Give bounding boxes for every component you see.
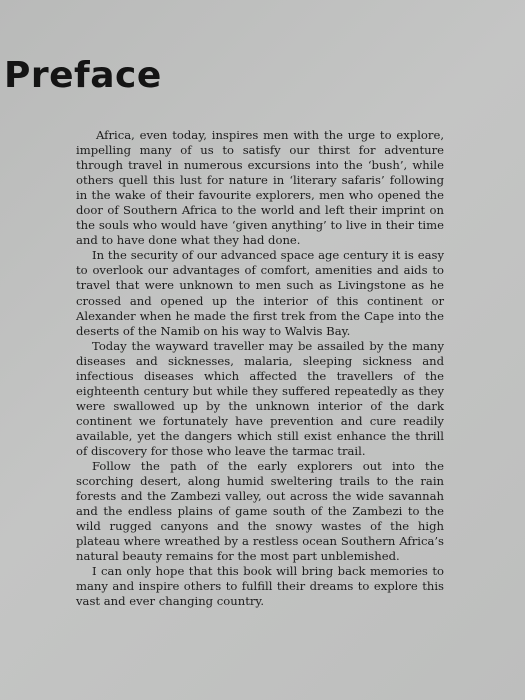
paragraph-5: I can only hope that this book will bring back memories to many and inspire others to fulfill their dreams to explore this vast and ever changing country. xyxy=(76,564,444,609)
paragraph-4: Follow the path of the early explorers out into the scorching desert, along humid sweltering trails to the rain forests and the Zambezi valley, out across the wide savannah and the endless plains of game south of the Zambezi to the wild rugged canyons and the snowy wastes of the high plateau where wreathed by a restless ocean Southern Africa’s natural beauty remains for the most part unblemished. xyxy=(76,459,444,564)
paragraph-1: Africa, even today, inspires men with the urge to explore, impelling many of us to satisfy our thirst for adventure through travel in numerous excursions into the ‘bush’, while others quell this lust for nature in ‘literary safaris’ following in the wake of their favourite explorers, men who opened the door of Southern Africa to the world and left their imprint on the souls who would have ‘given anything’ to live in their time and to have done what they had done. xyxy=(76,128,444,248)
preface-body xyxy=(76,128,444,610)
page-title: Preface xyxy=(4,55,162,96)
paragraph-2: In the security of our advanced space age century it is easy to overlook our advantages of comfort, amenities and aids to travel that were unknown to men such as Livingstone as he crossed and opened up the interior of this continent or Alexander when he made the first trek from the Cape into the deserts of the Namib on his way to Walvis Bay. xyxy=(76,248,444,338)
paragraph-3: Today the wayward traveller may be assailed by the many diseases and sicknesses, malaria, sleeping sickness and infectious diseases which affected the travellers of the eighteenth century but while they suffered repeatedly as they were swallowed up by the unknown interior of the dark continent we fortunately have prevention and cure readily available, yet the dangers which still exist enhance the thrill of discovery for those who leave the tarmac trail. xyxy=(76,338,444,458)
